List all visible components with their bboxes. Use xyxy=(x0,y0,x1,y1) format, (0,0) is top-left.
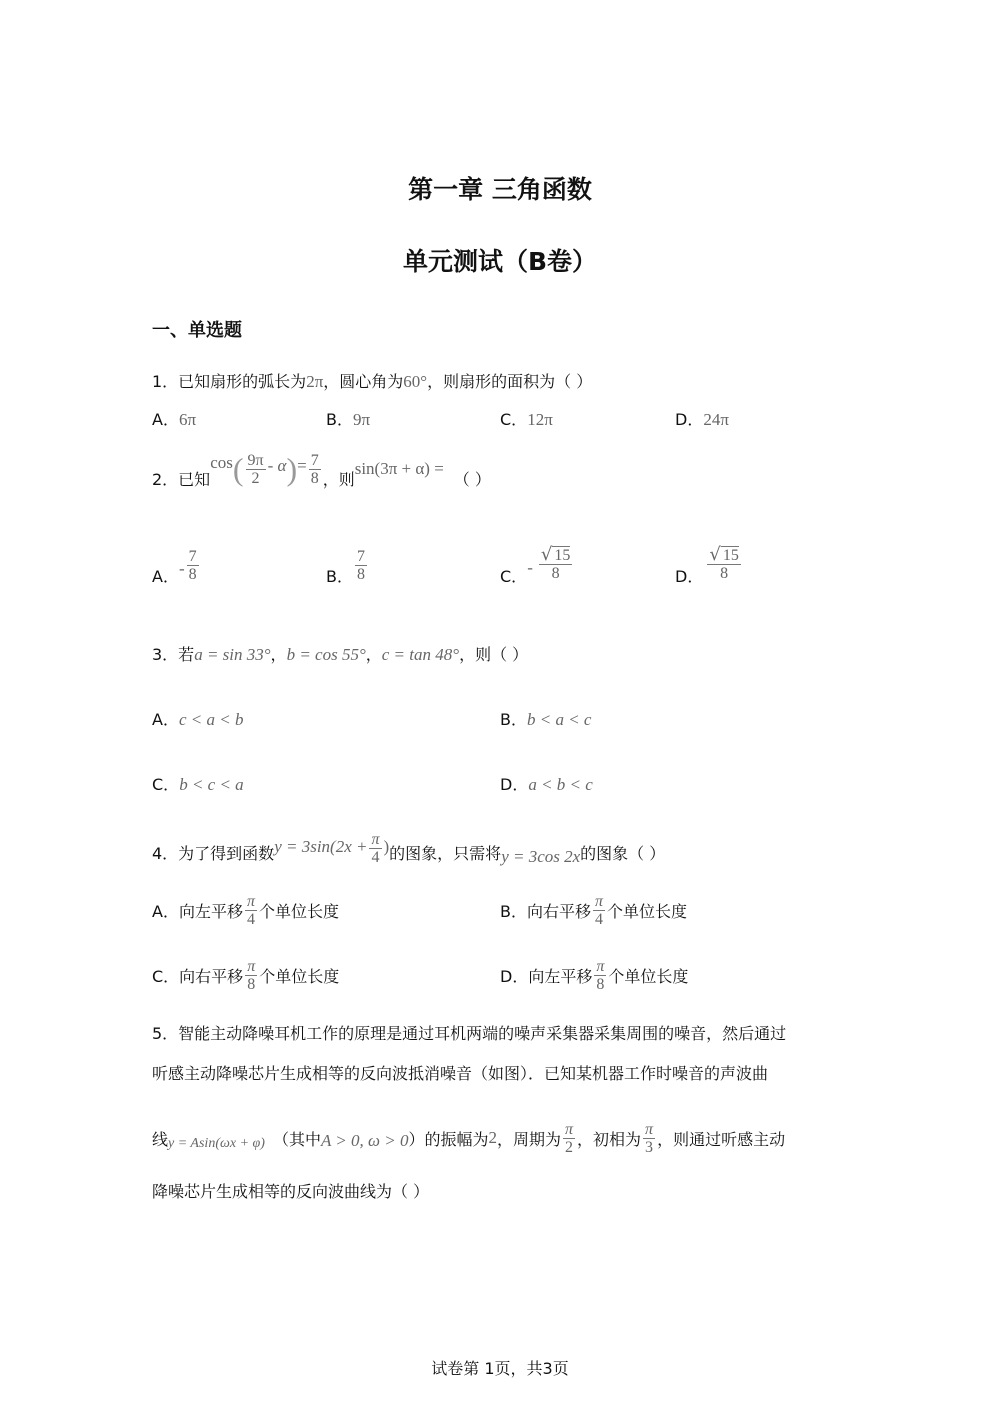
option-label: C． xyxy=(500,567,528,586)
option-label: D．向左平移 xyxy=(500,967,593,986)
denominator: 2 xyxy=(251,469,260,487)
option-tail: 个单位长度 xyxy=(608,967,689,986)
page-footer: 试卷第 1页，共3页 xyxy=(431,1359,569,1378)
q1-angle: 60° xyxy=(403,372,428,391)
option-label: D． xyxy=(500,775,529,794)
q4-option-b[interactable] xyxy=(500,893,687,928)
q5-func: y = Asin(ωx + φ) xyxy=(168,1136,265,1151)
option-value: c < a < b xyxy=(178,710,244,729)
q2-mid: ，则 xyxy=(322,469,355,489)
option-label: D． xyxy=(675,567,704,586)
q2-option-c[interactable] xyxy=(500,540,574,587)
option-label: C． xyxy=(152,775,180,794)
q5-text: ，周期为 xyxy=(497,1129,562,1149)
q3-option-b[interactable] xyxy=(500,708,591,732)
numerator: π xyxy=(246,893,255,910)
option-label: C． xyxy=(500,410,528,429)
q2-suffix: （ ） xyxy=(453,469,491,489)
option-label: A． xyxy=(152,567,179,586)
q3-option-d[interactable] xyxy=(500,773,593,797)
q5-period-fraction xyxy=(563,1121,575,1156)
option-sign: - xyxy=(178,558,185,578)
numerator: 7 xyxy=(310,451,319,469)
q5-text: （其中 xyxy=(272,1129,321,1149)
q2-option-d[interactable] xyxy=(675,540,743,587)
question-4 xyxy=(152,828,665,872)
numerator: π xyxy=(247,958,256,975)
option-tail: 个单位长度 xyxy=(259,967,340,986)
numerator: π xyxy=(565,1120,574,1138)
q2-rhs-fraction xyxy=(309,452,321,487)
q5-amplitude: 2 xyxy=(488,1128,497,1147)
numerator: π xyxy=(594,893,603,910)
numerator: 9π xyxy=(247,451,264,469)
option-label: B． xyxy=(326,410,353,429)
q4-suffix: 的图象（ ） xyxy=(580,843,666,863)
numerator: π xyxy=(596,958,605,975)
q3-c-def: c = tan 48° xyxy=(381,645,460,664)
denominator: 4 xyxy=(594,911,603,928)
q2-option-a[interactable] xyxy=(152,544,201,587)
q1-prefix: 1．已知扇形的弧长为 xyxy=(152,372,307,391)
option-tail: 个单位长度 xyxy=(258,902,339,921)
denominator: 8 xyxy=(310,469,319,487)
denominator: 8 xyxy=(596,976,605,993)
q3-suffix: ，则（ ） xyxy=(459,645,529,664)
q4-prefix: 4．为了得到函数 xyxy=(152,843,275,863)
page-title: 第一章 三角函数 xyxy=(408,175,592,204)
denominator: 8 xyxy=(356,566,365,583)
q5-text: ，则通过听感主动 xyxy=(657,1129,786,1149)
option-label: A． xyxy=(152,710,179,729)
option-label: C．向右平移 xyxy=(152,967,244,986)
option-label: D． xyxy=(675,410,704,429)
option-fraction xyxy=(245,958,257,993)
q5-cond: A > 0, ω > 0 xyxy=(320,1131,409,1150)
separator: ， xyxy=(365,645,382,664)
option-fraction xyxy=(707,543,740,582)
left-paren: ( xyxy=(232,450,244,487)
q5-line1: 5．智能主动降噪耳机工作的原理是通过耳机两端的噪声采集器采集周围的噪音，然后通过 xyxy=(152,1024,787,1043)
q5-text: 线 xyxy=(152,1129,169,1149)
numerator xyxy=(707,543,740,565)
section-heading: 一、单选题 xyxy=(152,320,242,341)
denominator: 8 xyxy=(247,976,256,993)
numerator: π xyxy=(371,830,380,848)
option-label: A． xyxy=(152,410,179,429)
q2-fraction xyxy=(246,452,266,487)
q4-mid: 的图象，只需将 xyxy=(389,843,502,863)
q1-arc: 2π xyxy=(306,372,324,391)
radicand: 15 xyxy=(554,546,571,564)
option-value: 9π xyxy=(352,410,371,429)
option-fraction xyxy=(355,548,367,583)
q4-func-close: ) xyxy=(383,837,390,856)
q1-mid: ，圆心角为 xyxy=(323,372,404,391)
denominator: 2 xyxy=(565,1138,574,1156)
q4-option-c[interactable] xyxy=(152,958,339,993)
option-label: B． xyxy=(326,567,353,586)
option-fraction xyxy=(594,958,606,993)
q3-option-c[interactable] xyxy=(152,773,244,797)
option-value: b < a < c xyxy=(526,710,592,729)
q5-line2: 听感主动降噪芯片生成相等的反向波抵消噪音（如图）．已知某机器工作时噪音的声波曲 xyxy=(152,1064,769,1083)
option-sign: - xyxy=(527,557,533,577)
denominator: 4 xyxy=(371,848,380,866)
q2-expr: sin(3π + α) = xyxy=(354,459,444,478)
q3-b-def: b = cos 55° xyxy=(286,645,366,664)
option-fraction xyxy=(187,548,199,583)
option-value: 6π xyxy=(178,410,197,429)
option-value: 12π xyxy=(527,410,553,429)
numerator: 7 xyxy=(188,548,197,565)
q3-a-def: a = sin 33° xyxy=(194,645,271,664)
q2-minus-alpha: - α xyxy=(267,456,287,475)
option-tail: 个单位长度 xyxy=(607,902,688,921)
radical-sign: √ xyxy=(540,543,553,565)
q1-option-d[interactable] xyxy=(675,408,729,432)
q3-prefix: 3．若 xyxy=(152,645,195,664)
q2-option-b[interactable] xyxy=(326,544,369,587)
numerator xyxy=(539,543,572,565)
page-subtitle: 单元测试（B卷） xyxy=(402,247,598,276)
q1-option-a[interactable] xyxy=(152,408,196,432)
q3-option-a[interactable] xyxy=(152,708,243,732)
question-1 xyxy=(152,370,592,394)
denominator: 4 xyxy=(246,911,255,928)
q1-suffix: ，则扇形的面积为（ ） xyxy=(427,372,593,391)
q4-option-d[interactable] xyxy=(500,958,688,993)
q5-line3 xyxy=(152,1116,785,1160)
q4-func2: y = 3cos 2x xyxy=(501,847,581,866)
right-paren: ) xyxy=(286,450,298,487)
q4-option-a[interactable] xyxy=(152,893,339,928)
question-2 xyxy=(152,450,491,494)
q2-cos: cos xyxy=(210,453,233,472)
radical-sign: √ xyxy=(709,543,721,565)
numerator: π xyxy=(645,1120,654,1138)
radicand: 15 xyxy=(722,546,739,564)
question-3 xyxy=(152,643,528,667)
q5-text: ，初相为 xyxy=(577,1129,642,1149)
option-fraction xyxy=(593,893,605,928)
q1-option-b[interactable] xyxy=(326,408,370,432)
option-value: 24π xyxy=(703,410,729,429)
denominator: 8 xyxy=(551,564,560,582)
q5-phase-fraction xyxy=(643,1121,655,1156)
denominator: 8 xyxy=(188,566,197,583)
option-value: b < c < a xyxy=(179,775,244,794)
option-fraction xyxy=(245,893,257,928)
option-label: A．向左平移 xyxy=(152,902,243,921)
separator: ， xyxy=(270,645,287,664)
option-label: B．向右平移 xyxy=(500,902,591,921)
q2-prefix: 2．已知 xyxy=(152,469,211,489)
numerator: 7 xyxy=(356,548,365,565)
q4-func: y = 3sin(2x + xyxy=(274,837,368,856)
q5-text: ）的振幅为 xyxy=(408,1129,489,1149)
q5-line4: 降噪芯片生成相等的反向波曲线为（ ） xyxy=(152,1182,430,1201)
q1-option-c[interactable] xyxy=(500,408,553,432)
option-value: a < b < c xyxy=(528,775,593,794)
option-fraction xyxy=(539,543,572,582)
q2-eq: = xyxy=(297,456,307,475)
option-label: B． xyxy=(500,710,527,729)
q4-fraction xyxy=(369,831,381,866)
denominator: 3 xyxy=(645,1138,654,1156)
denominator: 8 xyxy=(720,564,729,582)
